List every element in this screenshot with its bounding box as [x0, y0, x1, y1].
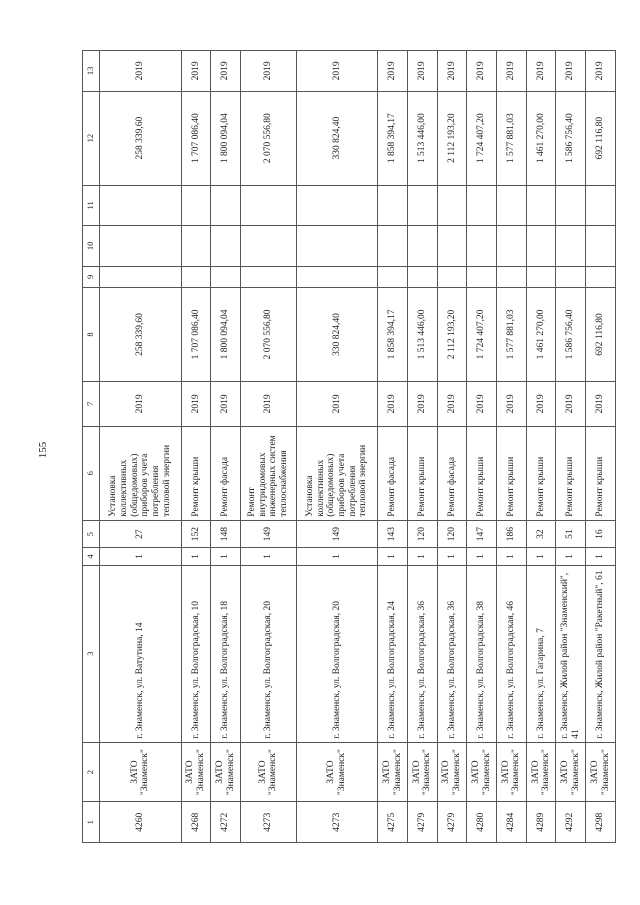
total-cost-cell: 1 724 407,20 — [467, 91, 497, 185]
count-cell: 1 — [467, 548, 497, 565]
col11-cell — [408, 185, 438, 226]
municipality-cell: ЗАТО "Знаменск" — [241, 742, 297, 802]
address-cell: г. Знаменск, ул. Волгоградская, 36 — [437, 565, 467, 742]
address-cell: г. Знаменск, ул. Волгоградская, 46 — [497, 565, 527, 742]
completion-year-cell: 2019 — [526, 51, 556, 92]
col9-cell — [211, 266, 241, 287]
address-cell: г. Знаменск, ул. Гагарина, 7 — [526, 565, 556, 742]
table-row — [378, 51, 408, 843]
count-cell: 1 — [586, 548, 616, 565]
building-ref-cell: 147 — [467, 520, 497, 548]
col10-cell — [378, 226, 408, 267]
building-ref-cell: 27 — [100, 520, 182, 548]
year-cell: 2019 — [241, 381, 297, 426]
col9-cell — [556, 266, 586, 287]
table-row — [497, 51, 527, 843]
cost-cell: 1 724 407,20 — [467, 288, 497, 382]
total-cost-cell: 1 577 881,03 — [497, 91, 527, 185]
count-cell: 1 — [526, 548, 556, 565]
total-cost-cell: 692 116,80 — [586, 91, 616, 185]
count-cell: 1 — [437, 548, 467, 565]
total-cost-cell: 2 112 193,20 — [437, 91, 467, 185]
work-type-cell: Установка коллективных (общедомовых) приборов учета потребления тепловой энергии — [296, 426, 378, 520]
work-type-cell: Ремонт фасада — [437, 426, 467, 520]
municipality-cell: ЗАТО "Знаменск" — [296, 742, 378, 802]
record-id-cell: 4268 — [181, 802, 211, 843]
column-number: 11 — [83, 185, 100, 226]
col11-cell — [526, 185, 556, 226]
building-ref-cell: 16 — [586, 520, 616, 548]
municipality-cell: ЗАТО "Знаменск" — [497, 742, 527, 802]
col11-cell — [378, 185, 408, 226]
column-number: 8 — [83, 288, 100, 382]
completion-year-cell: 2019 — [408, 51, 438, 92]
year-cell: 2019 — [181, 381, 211, 426]
record-id-cell: 4289 — [526, 802, 556, 843]
year-cell: 2019 — [211, 381, 241, 426]
address-cell: г. Знаменск, ул. Волгоградская, 18 — [211, 565, 241, 742]
record-id-cell: 4272 — [211, 802, 241, 843]
record-id-cell: 4284 — [497, 802, 527, 843]
building-ref-cell: 120 — [408, 520, 438, 548]
year-cell: 2019 — [556, 381, 586, 426]
col11-cell — [497, 185, 527, 226]
cost-cell: 1 707 086,40 — [181, 288, 211, 382]
cost-cell: 2 112 193,20 — [437, 288, 467, 382]
municipality-cell: ЗАТО "Знаменск" — [211, 742, 241, 802]
record-id-cell: 4279 — [437, 802, 467, 843]
cost-cell: 1 577 881,03 — [497, 288, 527, 382]
total-cost-cell: 330 824,40 — [296, 91, 378, 185]
col9-cell — [467, 266, 497, 287]
col10-cell — [100, 226, 182, 267]
completion-year-cell: 2019 — [100, 51, 182, 92]
total-cost-cell: 1 513 446,00 — [408, 91, 438, 185]
table-row — [100, 51, 182, 843]
record-id-cell: 4275 — [378, 802, 408, 843]
col9-cell — [586, 266, 616, 287]
year-cell: 2019 — [437, 381, 467, 426]
col9-cell — [497, 266, 527, 287]
col10-cell — [497, 226, 527, 267]
year-cell: 2019 — [100, 381, 182, 426]
completion-year-cell: 2019 — [467, 51, 497, 92]
count-cell: 1 — [211, 548, 241, 565]
table-row — [556, 51, 586, 843]
col10-cell — [467, 226, 497, 267]
address-cell: г. Знаменск, ул. Волгоградская, 10 — [181, 565, 211, 742]
table-row — [241, 51, 297, 843]
address-cell: г. Знаменск, Жилой район "Ракетный", 61 — [586, 565, 616, 742]
col10-cell — [437, 226, 467, 267]
col10-cell — [211, 226, 241, 267]
col11-cell — [467, 185, 497, 226]
municipality-cell: ЗАТО "Знаменск" — [408, 742, 438, 802]
col11-cell — [241, 185, 297, 226]
record-id-cell: 4260 — [100, 802, 182, 843]
work-type-cell: Ремонт крыши — [467, 426, 497, 520]
municipality-cell: ЗАТО "Знаменск" — [100, 742, 182, 802]
completion-year-cell: 2019 — [241, 51, 297, 92]
cost-cell: 2 070 556,80 — [241, 288, 297, 382]
building-ref-cell: 149 — [241, 520, 297, 548]
municipality-cell: ЗАТО "Знаменск" — [556, 742, 586, 802]
cost-cell: 258 339,60 — [100, 288, 182, 382]
col9-cell — [100, 266, 182, 287]
year-cell: 2019 — [526, 381, 556, 426]
count-cell: 1 — [241, 548, 297, 565]
total-cost-cell: 1 800 094,04 — [211, 91, 241, 185]
work-type-cell: Ремонт крыши — [497, 426, 527, 520]
work-type-cell: Ремонт фасада — [378, 426, 408, 520]
completion-year-cell: 2019 — [556, 51, 586, 92]
cost-cell: 1 800 094,04 — [211, 288, 241, 382]
col10-cell — [296, 226, 378, 267]
table-row — [586, 51, 616, 843]
building-ref-cell: 148 — [211, 520, 241, 548]
cost-cell: 1 461 270,00 — [526, 288, 556, 382]
completion-year-cell: 2019 — [586, 51, 616, 92]
cost-cell: 330 824,40 — [296, 288, 378, 382]
record-id-cell: 4279 — [408, 802, 438, 843]
record-id-cell: 4298 — [586, 802, 616, 843]
col11-cell — [586, 185, 616, 226]
work-type-cell: Ремонт крыши — [526, 426, 556, 520]
table-row — [467, 51, 497, 843]
count-cell: 1 — [556, 548, 586, 565]
work-type-cell: Ремонт фасада — [211, 426, 241, 520]
col11-cell — [437, 185, 467, 226]
count-cell: 1 — [378, 548, 408, 565]
work-type-cell: Ремонт внутридомовых инженерных систем теплоснабжения — [241, 426, 297, 520]
column-number: 3 — [83, 565, 100, 742]
completion-year-cell: 2019 — [296, 51, 378, 92]
col11-cell — [556, 185, 586, 226]
completion-year-cell: 2019 — [211, 51, 241, 92]
address-cell: г. Знаменск, ул. Волгоградская, 20 — [296, 565, 378, 742]
building-ref-cell: 149 — [296, 520, 378, 548]
col11-cell — [100, 185, 182, 226]
count-cell: 1 — [181, 548, 211, 565]
record-id-cell: 4280 — [467, 802, 497, 843]
address-cell: г. Знаменск, ул. Волгоградская, 38 — [467, 565, 497, 742]
year-cell: 2019 — [378, 381, 408, 426]
table-row — [296, 51, 378, 843]
total-cost-cell: 258 339,60 — [100, 91, 182, 185]
col10-cell — [556, 226, 586, 267]
municipality-cell: ЗАТО "Знаменск" — [378, 742, 408, 802]
building-ref-cell: 152 — [181, 520, 211, 548]
table-row — [211, 51, 241, 843]
completion-year-cell: 2019 — [437, 51, 467, 92]
building-ref-cell: 186 — [497, 520, 527, 548]
col9-cell — [296, 266, 378, 287]
table-row — [408, 51, 438, 843]
municipality-cell: ЗАТО "Знаменск" — [467, 742, 497, 802]
completion-year-cell: 2019 — [378, 51, 408, 92]
col10-cell — [181, 226, 211, 267]
building-ref-cell: 32 — [526, 520, 556, 548]
column-number: 7 — [83, 381, 100, 426]
year-cell: 2019 — [408, 381, 438, 426]
col9-cell — [408, 266, 438, 287]
col11-cell — [296, 185, 378, 226]
address-cell: г. Знаменск, ул. Ватутина, 14 — [100, 565, 182, 742]
repair-program-table — [82, 50, 616, 843]
col9-cell — [437, 266, 467, 287]
col9-cell — [241, 266, 297, 287]
col11-cell — [211, 185, 241, 226]
column-number: 10 — [83, 226, 100, 267]
count-cell: 1 — [100, 548, 182, 565]
column-number: 1 — [83, 802, 100, 843]
table-row — [437, 51, 467, 843]
table-row — [526, 51, 556, 843]
table-row — [181, 51, 211, 843]
cost-cell: 692 116,80 — [586, 288, 616, 382]
cost-cell: 1 858 394,17 — [378, 288, 408, 382]
column-number: 2 — [83, 742, 100, 802]
col10-cell — [408, 226, 438, 267]
col9-cell — [181, 266, 211, 287]
building-ref-cell: 143 — [378, 520, 408, 548]
col10-cell — [526, 226, 556, 267]
cost-cell: 1 513 446,00 — [408, 288, 438, 382]
work-type-cell: Ремонт крыши — [556, 426, 586, 520]
column-number: 6 — [83, 426, 100, 520]
count-cell: 1 — [497, 548, 527, 565]
page-number: 155 — [37, 441, 49, 459]
building-ref-cell: 51 — [556, 520, 586, 548]
work-type-cell: Ремонт крыши — [408, 426, 438, 520]
column-number-row — [83, 51, 100, 843]
total-cost-cell: 1 858 394,17 — [378, 91, 408, 185]
municipality-cell: ЗАТО "Знаменск" — [586, 742, 616, 802]
municipality-cell: ЗАТО "Знаменск" — [437, 742, 467, 802]
column-number: 12 — [83, 91, 100, 185]
col10-cell — [586, 226, 616, 267]
column-number: 5 — [83, 520, 100, 548]
address-cell: г. Знаменск, ул. Волгоградская, 24 — [378, 565, 408, 742]
address-cell: г. Знаменск, ул. Волгоградская, 36 — [408, 565, 438, 742]
total-cost-cell: 1 707 086,40 — [181, 91, 211, 185]
column-number: 13 — [83, 51, 100, 92]
total-cost-cell: 1 461 270,00 — [526, 91, 556, 185]
col9-cell — [526, 266, 556, 287]
column-number: 4 — [83, 548, 100, 565]
work-type-cell: Установка коллективных (общедомовых) приборов учета потребления тепловой энергии — [100, 426, 182, 520]
rotated-table-container — [82, 50, 616, 843]
building-ref-cell: 120 — [437, 520, 467, 548]
table-body — [100, 51, 616, 843]
year-cell: 2019 — [586, 381, 616, 426]
year-cell: 2019 — [497, 381, 527, 426]
address-cell: г. Знаменск, ул. Волгоградская, 20 — [241, 565, 297, 742]
count-cell: 1 — [296, 548, 378, 565]
col11-cell — [181, 185, 211, 226]
record-id-cell: 4292 — [556, 802, 586, 843]
address-cell: г. Знаменск, Жилой район "Знаменский", 41 — [556, 565, 586, 742]
total-cost-cell: 1 586 756,40 — [556, 91, 586, 185]
col10-cell — [241, 226, 297, 267]
completion-year-cell: 2019 — [181, 51, 211, 92]
record-id-cell: 4273 — [296, 802, 378, 843]
work-type-cell: Ремонт крыши — [181, 426, 211, 520]
count-cell: 1 — [408, 548, 438, 565]
year-cell: 2019 — [467, 381, 497, 426]
municipality-cell: ЗАТО "Знаменск" — [526, 742, 556, 802]
record-id-cell: 4273 — [241, 802, 297, 843]
total-cost-cell: 2 070 556,80 — [241, 91, 297, 185]
column-number: 9 — [83, 266, 100, 287]
work-type-cell: Ремонт крыши — [586, 426, 616, 520]
cost-cell: 1 586 756,40 — [556, 288, 586, 382]
col9-cell — [378, 266, 408, 287]
completion-year-cell: 2019 — [497, 51, 527, 92]
municipality-cell: ЗАТО "Знаменск" — [181, 742, 211, 802]
year-cell: 2019 — [296, 381, 378, 426]
